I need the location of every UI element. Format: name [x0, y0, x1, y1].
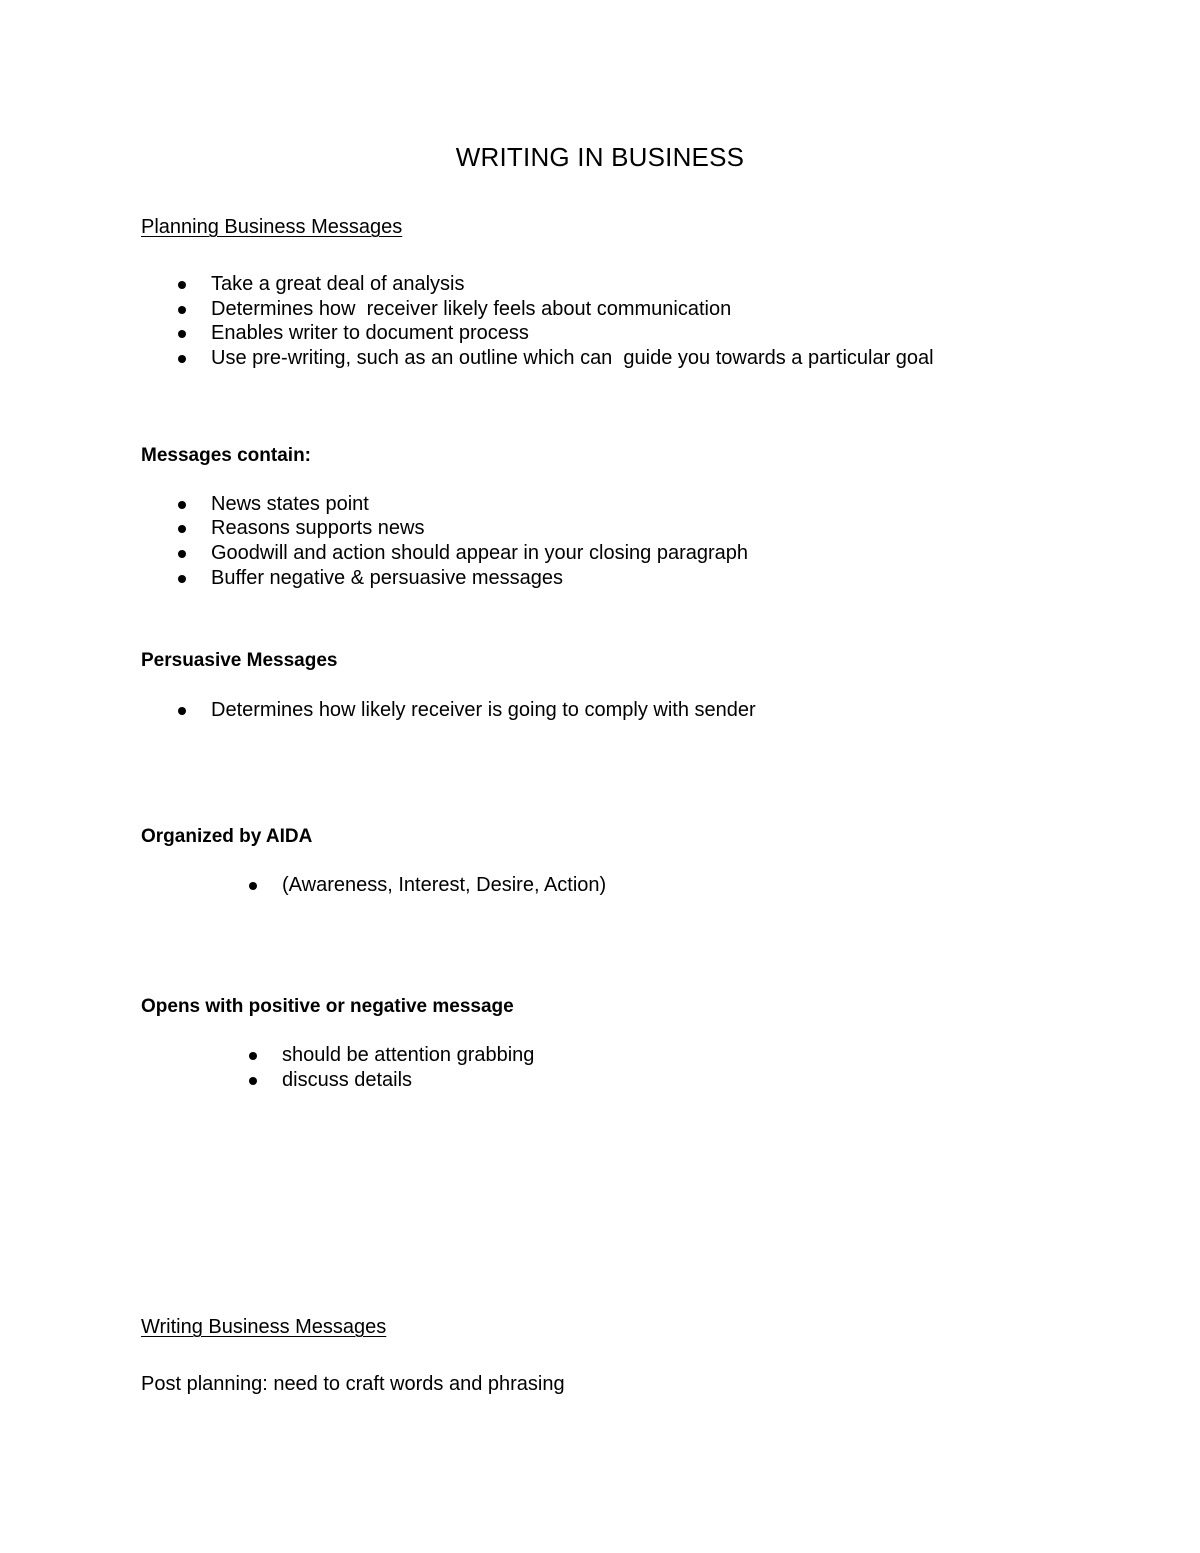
list-item-text: Goodwill and action should appear in your closing paragraph	[211, 542, 749, 564]
bullet-icon	[249, 1077, 257, 1085]
bullet-icon	[178, 501, 186, 509]
section-heading-opens-with: Opens with positive or negative message	[141, 996, 514, 1017]
bullet-icon	[178, 330, 186, 338]
bullet-icon	[249, 882, 257, 890]
list-item-text: Determines how receiver likely feels about communication	[211, 298, 732, 320]
list-item-text: (Awareness, Interest, Desire, Action)	[282, 874, 607, 896]
section-heading-aida: Organized by AIDA	[141, 826, 313, 847]
bullet-icon	[178, 707, 186, 715]
section-heading-persuasive-messages: Persuasive Messages	[141, 650, 338, 671]
bullet-icon	[178, 550, 186, 558]
list-item-text: Determines how likely receiver is going to comply with sender	[211, 699, 756, 721]
bullet-icon	[178, 281, 186, 289]
list-item-text: News states point	[211, 493, 369, 515]
section-heading-messages-contain: Messages contain:	[141, 445, 311, 466]
bullet-icon	[178, 525, 186, 533]
list-item-text: discuss details	[282, 1069, 413, 1091]
list-item-text: Enables writer to document process	[211, 322, 529, 344]
bullet-icon	[178, 306, 186, 314]
list-item-text: Buffer negative & persuasive messages	[211, 567, 564, 589]
section-heading-writing: Writing Business Messages	[141, 1316, 387, 1338]
list-item-text: Use pre-writing, such as an outline which can guide you towards a particular goal	[211, 347, 934, 369]
bullet-icon	[178, 575, 186, 583]
bullet-icon	[178, 355, 186, 363]
section-heading-planning: Planning Business Messages	[141, 216, 403, 238]
list-item-text: Reasons supports news	[211, 517, 425, 539]
document-title: WRITING IN BUSINESS	[455, 142, 745, 172]
list-item-text: should be attention grabbing	[282, 1044, 535, 1066]
bullet-icon	[249, 1052, 257, 1060]
paragraph-post-planning: Post planning: need to craft words and phrasing	[141, 1373, 565, 1395]
list-item-text: Take a great deal of analysis	[211, 273, 465, 295]
